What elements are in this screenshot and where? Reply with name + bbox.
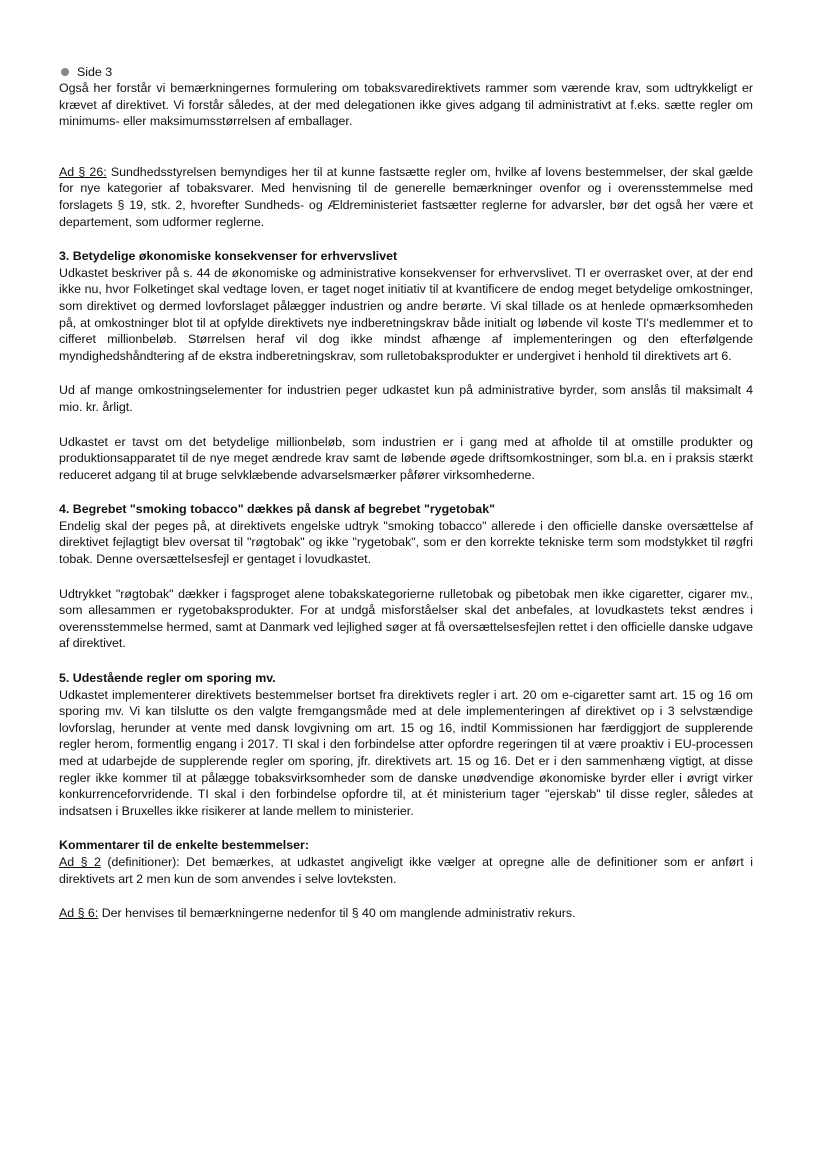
intro-paragraph: Også her forstår vi bemærkningernes formulering om tobaksvaredirektivets rammer som værende krav, som udtrykkeligt er krævet af direktivet. Vi forstår således, at der med delegationen ikke gives adgang til administrativt at f.eks. sætte regler om minimums- eller maksimumsstørrelsen af emballager. xyxy=(59,81,753,129)
section-3-paragraph-3: Udkastet er tavst om det betydelige millionbeløb, som industrien er i gang med at afholde til at omstille produkter og produktionsapparatet til de nye meget ændrede krav samt de løbende øgede driftsomkostninger, som bl.a. en i praksis stærkt reduceret adgang til at bruge selvklæbende advarselsmærker påfører virksomhederne. xyxy=(59,434,753,482)
section-4-paragraph-1: Endelig skal der peges på, at direktivets engelske udtryk "smoking tobacco" allerede i den officielle danske oversættelse af direktivet fejlagtigt blev oversat til "røgtobak" og ikke "rygetobak", som er den korrekte tekniske term som modstykket til røgfri tobak. Denne oversættelsesfejl er gentaget i lovudkastet. xyxy=(59,518,753,567)
section-6-comment xyxy=(59,905,753,922)
section-2-comment xyxy=(59,854,753,887)
section-26-reference: Ad § 26: xyxy=(59,164,107,179)
section-4-paragraph-2: Udtrykket "røgtobak" dækker i fagsproget alene tobakskategorierne rulletobak og pibetobak men ikke cigaretter, cigarer mv., som allesammen er rygetobaksprodukter. For at undgå misforståelser skal det anbefales, at lovudkastets tekst ændres i overensstemmelse hermed, samt at Danmark ved lejlighed søger at få oversættelsesfejlen rettet i den officielle danske udgave af direktivet. xyxy=(59,586,753,651)
section-6-reference: Ad § 6: xyxy=(59,906,99,921)
section-6-text: Der henvises til bemærkningerne nedenfor til § 40 om manglende administrativ rekurs. xyxy=(98,906,576,921)
section-4-heading: 4. Begrebet "smoking tobacco" dækkes på dansk af begrebet "rygetobak" xyxy=(59,502,495,517)
section-26-paragraph xyxy=(59,164,753,230)
page-marker xyxy=(59,64,753,80)
section-26-text: Sundhedsstyrelsen bemyndiges her til at kunne fastsætte regler om, hvilke af lovens bestemmelser, der skal gælde for nye kategorier af tobaksvarer. Med henvisning til de generelle bemærkninger ovenfor og i overensstemmelse med forslagets § 19, stk. 2, hvorefter Sundheds- og Ældreministeriet fastsætter reglerne for advarsler, bør det også her være et departement, som udformer reglerne. xyxy=(59,164,753,229)
bullet-icon xyxy=(61,68,69,76)
section-2-text: (definitioner): Det bemærkes, at udkastet angiveligt ikke vælger at opregne alle de definitioner som er anført i direktivets art 2 men kun de som anvendes i selve lovteksten. xyxy=(59,854,753,886)
section-5-heading: 5. Udestående regler om sporing mv. xyxy=(59,671,276,686)
section-5-paragraph-1: Udkastet implementerer direktivets bestemmelser bortset fra direktivets regler i art. 20 om e-cigaretter samt art. 15 og 16 om sporing mv. Vi kan tilslutte os den valgte fremgangsmåde med at dele implementeringen af direktivet op i 3 selvstændige lovforslag, herunder at vente med dansk lovgivning om art. 15 og 16, indtil Kommissionen har færdiggjort de supplerende regler herom, formentlig engang i 2017. TI skal i den forbindelse atter opfordre regeringen til at være proaktiv i EU-processen med at udarbejde de supplerende regler om sporing, jfr. direktivets art. 15 og 16. Det er i den sammenhæng vigtigt, at disse regler ikke kommer til at pålægge tobaksvirksomheder som de danske unødvendige økonomiske byrder eller i øvrigt virker konkurrenceforvridende. TI skal i den forbindelse opfordre til, at ét ministerium tager "ejerskab" til disse regler, således at indsatsen i Bruxelles ikke risikerer at lande mellem to ministerier. xyxy=(59,687,753,818)
document-page xyxy=(59,64,753,922)
section-3-heading: 3. Betydelige økonomiske konsekvenser for erhvervslivet xyxy=(59,249,398,264)
section-3-paragraph-2: Ud af mange omkostningselementer for industrien peger udkastet kun på administrative byrder, som anslås til maksimalt 4 mio. kr. årligt. xyxy=(59,383,753,414)
page-number-label: Side 3 xyxy=(77,64,113,79)
comments-heading: Kommentarer til de enkelte bestemmelser: xyxy=(59,838,309,853)
section-2-reference: Ad § 2 xyxy=(59,854,101,869)
section-3-paragraph-1: Udkastet beskriver på s. 44 de økonomiske og administrative konsekvenser for erhvervslivet. TI er overrasket over, at der end ikke nu, hvor Folketinget skal vedtage loven, er taget noget initiativ til at kvantificere de endog meget betydelige omkostninger, som direktivet og dermed lovforslaget pålægger industrien og andre berørte. Vi skal tillade os at henlede opmærksomheden på, at omkostninger blot til at opfylde direktivets nye indberetningskrav både initialt og løbende vil koste TI's medlemmer et to cifferet millionbeløb. Størrelsen heraf vil dog ikke mindst afhænge af implementeringen og den efterfølgende myndighedshåndtering af de ekstra indberetningskrav, som rulletobaksprodukter er undergivet i henhold til direktivets art 6. xyxy=(59,265,753,363)
